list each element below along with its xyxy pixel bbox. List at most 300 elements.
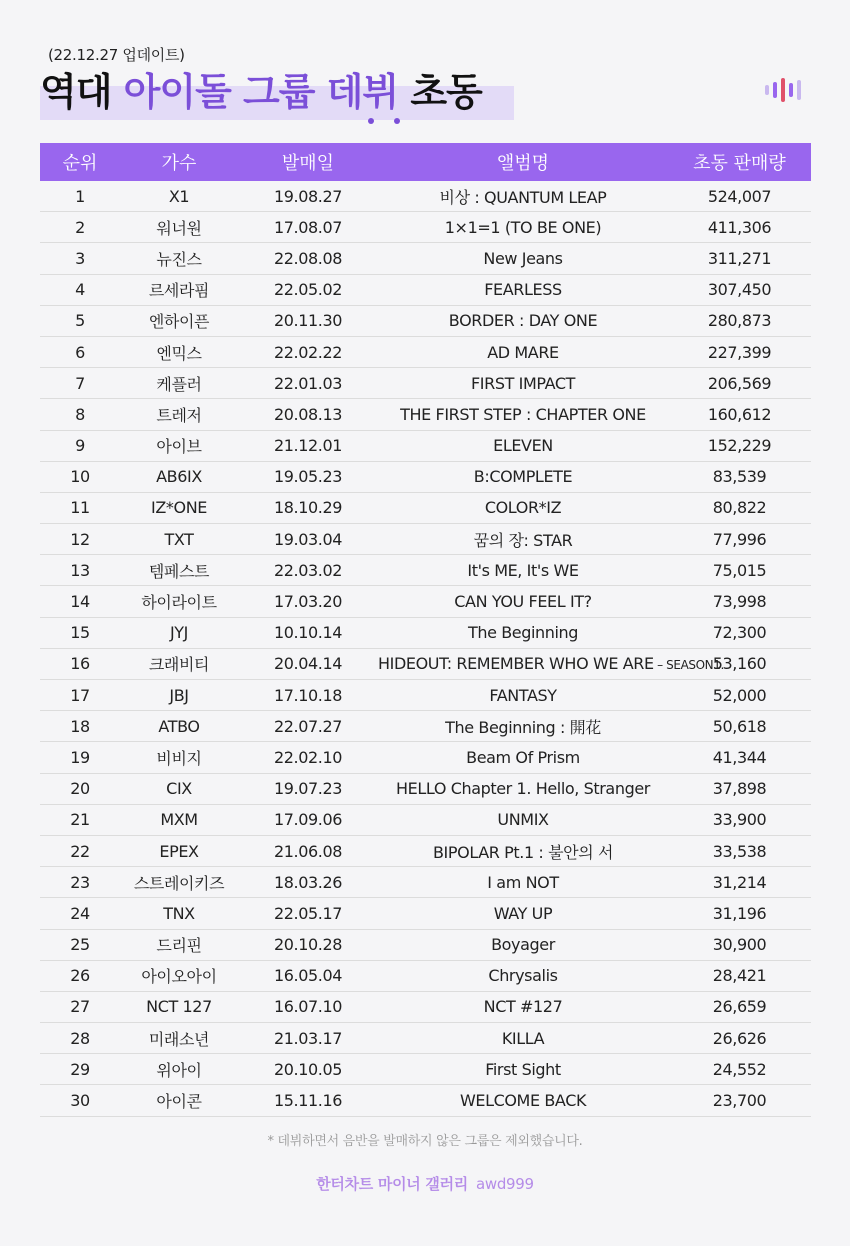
release-date-cell	[238, 748, 378, 767]
sales-cell-text: 26,659	[712, 997, 767, 1017]
artist-cell	[120, 1058, 238, 1081]
sales-cell	[668, 686, 811, 705]
artist-cell-text: 크래비티	[148, 655, 210, 675]
sales-cell-text: 411,306	[707, 217, 772, 237]
artist-cell-text: TXT	[164, 529, 194, 549]
album-cell	[378, 218, 668, 237]
rank-cell-text: 23	[70, 872, 90, 892]
release-date-cell-text: 19.07.23	[273, 779, 343, 799]
artist-cell-text: 미래소년	[148, 1029, 210, 1049]
album-cell-text: WAY UP	[493, 903, 553, 923]
rank-cell	[40, 748, 120, 767]
album-cell-text: FIRST IMPACT	[470, 373, 575, 393]
rank-cell	[40, 467, 120, 486]
table-row	[40, 212, 811, 243]
release-date-cell	[238, 1029, 378, 1048]
rank-cell	[40, 1091, 120, 1110]
release-date-cell-text: 21.03.17	[273, 1028, 343, 1048]
release-date-cell-text: 22.02.10	[273, 747, 343, 767]
table-row	[40, 306, 811, 337]
album-cell	[378, 592, 668, 611]
album-cell	[378, 1060, 668, 1079]
album-cell	[378, 467, 668, 486]
table-row	[40, 649, 811, 680]
table-header	[40, 143, 811, 181]
album-cell	[378, 249, 668, 268]
album-cell-text: 1×1=1 (TO BE ONE)	[444, 217, 602, 237]
rank-cell	[40, 623, 120, 642]
table-row	[40, 774, 811, 805]
release-date-cell	[238, 374, 378, 393]
artist-cell-text: 뉴진스	[156, 249, 202, 269]
artist-cell-text: X1	[168, 186, 190, 206]
table-row	[40, 1023, 811, 1054]
sales-cell	[668, 374, 811, 393]
album-cell-text: The Beginning	[467, 623, 579, 643]
sales-cell-text: 31,196	[712, 903, 767, 923]
rank-cell-text: 8	[75, 404, 85, 424]
release-date-cell	[238, 842, 378, 861]
album-cell	[378, 185, 668, 208]
sales-cell	[668, 997, 811, 1016]
table-row	[40, 337, 811, 368]
artist-cell	[120, 559, 238, 582]
sales-cell-text: 206,569	[707, 373, 772, 393]
rank-cell	[40, 873, 120, 892]
album-cell	[378, 405, 668, 424]
album-cell	[378, 528, 668, 551]
rank-cell	[40, 1029, 120, 1048]
artist-cell-text: 비비지	[156, 748, 202, 768]
col-rank-header: 순위	[62, 153, 98, 174]
rank-cell	[40, 592, 120, 611]
artist-cell-text: MXM	[160, 810, 198, 830]
table-row	[40, 493, 811, 524]
artist-cell-text: 엔믹스	[156, 343, 202, 363]
sales-cell	[668, 249, 811, 268]
sales-cell	[668, 873, 811, 892]
album-cell	[378, 498, 668, 517]
release-date-cell-text: 21.06.08	[273, 841, 343, 861]
artist-cell-text: 위아이	[156, 1060, 202, 1080]
artist-cell	[120, 467, 238, 486]
table-row	[40, 275, 811, 306]
album-cell-text: New Jeans	[483, 248, 563, 268]
album-cell-text: The Beginning : 開花	[445, 717, 601, 737]
artist-cell-text: IZ*ONE	[151, 498, 207, 518]
release-date-cell	[238, 187, 378, 206]
album-suffix-text: – SEASON1.	[653, 658, 724, 673]
artist-cell	[120, 652, 238, 675]
artist-cell-text: 르세라핌	[148, 281, 210, 301]
artist-cell-text: 워너원	[156, 218, 202, 238]
title-text	[40, 62, 520, 122]
album-cell	[378, 374, 668, 393]
rank-cell	[40, 405, 120, 424]
release-date-cell-text: 17.08.07	[273, 217, 343, 237]
rank-cell-text: 5	[75, 311, 85, 331]
album-cell-text: Chrysalis	[488, 966, 558, 986]
rank-cell-text: 26	[70, 966, 90, 986]
artist-cell-text: 템페스트	[148, 561, 210, 581]
sales-cell	[668, 1091, 811, 1110]
release-date-cell	[238, 686, 378, 705]
sales-cell	[668, 280, 811, 299]
sales-cell-text: 75,015	[712, 560, 767, 580]
artist-cell-text: 아이콘	[156, 1092, 202, 1112]
artist-cell	[120, 686, 238, 705]
release-date-cell	[238, 1060, 378, 1079]
release-date-cell-text: 17.10.18	[273, 685, 343, 705]
release-date-cell	[238, 467, 378, 486]
release-date-cell	[238, 966, 378, 985]
artist-cell	[120, 309, 238, 332]
release-date-cell-text: 20.04.14	[273, 654, 343, 674]
table-row	[40, 930, 811, 961]
release-date-cell-text: 20.10.05	[273, 1059, 343, 1079]
release-date-cell-text: 22.03.02	[273, 560, 343, 580]
release-date-cell	[238, 561, 378, 580]
album-cell	[378, 654, 724, 674]
rank-cell-text: 7	[75, 373, 85, 393]
rank-cell-text: 13	[70, 560, 90, 580]
artist-cell-text: NCT 127	[146, 997, 212, 1017]
album-cell-text: AD MARE	[487, 342, 559, 362]
artist-cell	[120, 187, 238, 206]
album-cell-text: CAN YOU FEEL IT?	[454, 592, 592, 612]
artist-cell	[120, 1089, 238, 1112]
album-cell-text: WELCOME BACK	[459, 1091, 587, 1111]
release-date-cell	[238, 810, 378, 829]
rank-cell	[40, 935, 120, 954]
rank-cell	[40, 498, 120, 517]
release-date-cell	[238, 405, 378, 424]
album-cell	[378, 873, 668, 892]
table-row	[40, 898, 811, 929]
sales-cell	[668, 187, 811, 206]
artist-cell	[120, 590, 238, 613]
release-date-cell	[238, 904, 378, 923]
col-artist-header: 가수	[161, 153, 197, 174]
rank-cell	[40, 717, 120, 736]
table-row	[40, 1085, 811, 1116]
table-row	[40, 524, 811, 555]
artist-cell	[120, 810, 238, 829]
album-cell	[378, 311, 668, 330]
rank-cell	[40, 311, 120, 330]
table-row	[40, 680, 811, 711]
album-cell-text: ELEVEN	[493, 436, 553, 456]
sales-cell	[668, 779, 811, 798]
rank-cell-text: 2	[75, 217, 85, 237]
table-row	[40, 711, 811, 742]
release-date-cell-text: 20.10.28	[273, 935, 343, 955]
sales-cell	[668, 218, 811, 237]
release-date-cell-text: 19.08.27	[273, 186, 343, 206]
rank-cell	[40, 842, 120, 861]
release-date-cell-text: 21.12.01	[273, 436, 343, 456]
sales-cell-text: 24,552	[712, 1059, 767, 1079]
album-cell-text: HIDEOUT: REMEMBER WHO WE ARE	[378, 654, 654, 674]
sales-cell-text: 33,900	[712, 810, 767, 830]
sales-cell	[668, 530, 811, 549]
release-date-cell	[238, 779, 378, 798]
rank-cell-text: 6	[75, 342, 85, 362]
title-accent: 아이돌 그룹 데뷔	[123, 70, 399, 114]
album-cell-text: Boyager	[491, 935, 555, 955]
sales-cell	[668, 623, 811, 642]
table-row	[40, 243, 811, 274]
artist-cell	[120, 964, 238, 987]
sales-cell-text: 37,898	[712, 779, 767, 799]
sales-cell-text: 80,822	[712, 498, 767, 518]
artist-cell	[120, 717, 238, 736]
album-cell	[378, 623, 668, 642]
sales-cell	[668, 592, 811, 611]
album-cell-text: First Sight	[485, 1059, 561, 1079]
rank-cell	[40, 436, 120, 455]
rank-cell	[40, 904, 120, 923]
sales-cell-text: 41,344	[712, 747, 767, 767]
sales-cell	[668, 904, 811, 923]
album-cell	[378, 904, 668, 923]
sales-cell-text: 307,450	[707, 280, 772, 300]
sales-cell-text: 31,214	[712, 872, 767, 892]
artist-cell-text: 아이브	[156, 437, 202, 457]
release-date-cell-text: 20.08.13	[273, 404, 343, 424]
col-sales-header: 초동 판매량	[693, 153, 786, 174]
release-date-cell-text: 22.05.17	[273, 903, 343, 923]
rank-cell	[40, 249, 120, 268]
artist-cell	[120, 1027, 238, 1050]
sales-cell	[668, 498, 811, 517]
album-cell-text: FANTASY	[489, 685, 557, 705]
album-cell-text: 꿈의 장: STAR	[473, 530, 573, 550]
rank-cell-text: 15	[70, 623, 90, 643]
rank-cell	[40, 810, 120, 829]
table-row	[40, 368, 811, 399]
release-date-cell	[238, 218, 378, 237]
rank-cell	[40, 654, 120, 673]
album-cell-text: KILLA	[501, 1028, 545, 1048]
credit-name: 한터차트 마이너 갤러리	[316, 1175, 468, 1193]
release-date-cell	[238, 717, 378, 736]
sales-cell-text: 280,873	[707, 311, 772, 331]
artist-cell	[120, 779, 238, 798]
artist-cell	[120, 904, 238, 923]
table-row	[40, 431, 811, 462]
sales-cell-text: 83,539	[712, 467, 767, 487]
release-date-cell	[238, 498, 378, 517]
table-row	[40, 961, 811, 992]
album-cell-text: COLOR*IZ	[484, 498, 562, 518]
table-row	[40, 867, 811, 898]
artist-cell-text: JYJ	[169, 623, 188, 643]
album-cell	[378, 561, 668, 580]
release-date-cell-text: 17.03.20	[273, 592, 343, 612]
table-row	[40, 181, 811, 212]
rank-cell-text: 22	[70, 841, 90, 861]
sales-cell	[668, 405, 811, 424]
artist-cell-text: 케플러	[156, 374, 202, 394]
release-date-cell-text: 18.10.29	[273, 498, 343, 518]
album-cell	[378, 1029, 668, 1048]
sales-cell-text: 28,421	[712, 966, 767, 986]
album-cell-text: It's ME, It's WE	[467, 560, 579, 580]
artist-cell-text: TNX	[163, 903, 195, 923]
sales-cell	[668, 343, 811, 362]
artist-cell-text: EPEX	[159, 841, 199, 861]
release-date-cell	[238, 873, 378, 892]
album-cell	[378, 343, 668, 362]
artist-cell	[120, 247, 238, 270]
release-date-cell	[238, 623, 378, 642]
sales-cell	[668, 810, 811, 829]
rank-cell-text: 14	[70, 592, 90, 612]
sales-cell-text: 50,618	[712, 716, 767, 736]
sales-cell	[668, 966, 811, 985]
artist-cell	[120, 871, 238, 894]
rank-cell-text: 21	[70, 810, 90, 830]
update-date: (22.12.27 업데이트)	[48, 46, 185, 64]
release-date-cell-text: 20.11.30	[273, 311, 343, 331]
sales-cell-text: 72,300	[712, 623, 767, 643]
release-date-cell-text: 17.09.06	[273, 810, 343, 830]
release-date-cell-text: 19.03.04	[273, 529, 343, 549]
album-cell	[378, 280, 668, 299]
rank-cell-text: 11	[70, 498, 90, 518]
album-cell-text: BIPOLAR Pt.1 : 불안의 서	[432, 842, 614, 862]
rank-cell-text: 18	[70, 716, 90, 736]
release-date-cell-text: 16.07.10	[273, 997, 343, 1017]
album-cell	[378, 436, 668, 455]
sales-cell	[668, 654, 811, 673]
credit	[0, 1173, 850, 1194]
artist-cell	[120, 842, 238, 861]
rank-cell-text: 3	[75, 248, 85, 268]
album-cell	[378, 1091, 668, 1110]
release-date-cell	[238, 280, 378, 299]
artist-cell-text: JBJ	[169, 685, 189, 705]
sales-cell-text: 160,612	[707, 404, 772, 424]
album-cell	[378, 748, 668, 767]
rank-cell-text: 4	[75, 280, 85, 300]
album-cell-text: UNMIX	[497, 810, 549, 830]
sales-cell	[668, 1060, 811, 1079]
table-row	[40, 618, 811, 649]
rank-cell-text: 10	[70, 467, 90, 487]
release-date-cell-text: 22.05.02	[273, 280, 343, 300]
artist-cell	[120, 746, 238, 769]
table-row	[40, 805, 811, 836]
release-date-cell-text: 22.08.08	[273, 248, 343, 268]
artist-cell-text: 아이오아이	[141, 967, 217, 987]
rank-cell-text: 19	[70, 747, 90, 767]
rank-cell	[40, 966, 120, 985]
release-date-cell	[238, 530, 378, 549]
release-date-cell-text: 22.07.27	[273, 716, 343, 736]
rank-cell-text: 29	[70, 1059, 90, 1079]
release-date-cell-text: 22.02.22	[273, 342, 343, 362]
release-date-cell-text: 15.11.16	[273, 1091, 343, 1111]
album-cell	[378, 997, 668, 1016]
album-cell-text: HELLO Chapter 1. Hello, Stranger	[396, 779, 650, 799]
album-cell-text: THE FIRST STEP : CHAPTER ONE	[400, 404, 646, 424]
release-date-cell	[238, 592, 378, 611]
album-cell	[378, 935, 668, 954]
rank-cell	[40, 779, 120, 798]
sales-cell	[668, 561, 811, 580]
release-date-cell	[238, 249, 378, 268]
artist-cell	[120, 498, 238, 517]
rank-cell-text: 1	[75, 186, 85, 206]
title-prefix: 역대	[40, 70, 112, 114]
sales-cell-text: 152,229	[707, 436, 772, 456]
rank-cell-text: 9	[75, 436, 85, 456]
album-cell	[378, 779, 668, 798]
album-cell	[378, 686, 668, 705]
credit-id: awd999	[475, 1175, 534, 1193]
release-date-cell	[238, 343, 378, 362]
sales-cell-text: 311,271	[707, 248, 772, 268]
rank-cell	[40, 1060, 120, 1079]
table-body	[40, 181, 811, 1117]
table-row	[40, 586, 811, 617]
rank-cell	[40, 374, 120, 393]
rank-cell	[40, 997, 120, 1016]
col-album-header: 앨범명	[496, 153, 550, 174]
rank-cell	[40, 686, 120, 705]
artist-cell-text: CIX	[166, 779, 192, 799]
artist-cell	[120, 530, 238, 549]
table-row	[40, 462, 811, 493]
rank-cell-text: 30	[70, 1091, 90, 1111]
sales-cell-text: 524,007	[707, 186, 772, 206]
artist-cell	[120, 372, 238, 395]
rank-cell-text: 12	[70, 529, 90, 549]
album-cell-text: NCT #127	[483, 997, 563, 1017]
title-suffix: 초동	[410, 70, 482, 114]
rank-cell-text: 20	[70, 779, 90, 799]
release-date-cell-text: 19.05.23	[273, 467, 343, 487]
release-date-cell	[238, 436, 378, 455]
rank-cell-text: 24	[70, 903, 90, 923]
release-date-cell	[238, 311, 378, 330]
artist-cell	[120, 216, 238, 239]
artist-cell-text: 스트레이키즈	[133, 873, 225, 893]
artist-cell-text: ATBO	[158, 716, 200, 736]
page-title	[40, 62, 520, 122]
artist-cell	[120, 933, 238, 956]
sales-cell-text: 26,626	[712, 1028, 767, 1048]
album-cell-text: FEARLESS	[484, 280, 562, 300]
artist-cell-text: AB6IX	[156, 467, 202, 487]
sales-cell-text: 23,700	[712, 1091, 767, 1111]
release-date-cell	[238, 1091, 378, 1110]
album-cell	[378, 966, 668, 985]
footnote: * 데뷔하면서 음반을 발매하지 않은 그룹은 제외했습니다.	[267, 1134, 583, 1149]
rank-cell-text: 27	[70, 997, 90, 1017]
album-cell-text: B:COMPLETE	[473, 467, 573, 487]
artist-cell	[120, 278, 238, 301]
release-date-cell	[238, 997, 378, 1016]
sales-cell	[668, 436, 811, 455]
sales-cell-text: 30,900	[712, 935, 767, 955]
rank-cell	[40, 218, 120, 237]
table-row	[40, 399, 811, 430]
rank-cell	[40, 530, 120, 549]
sales-cell	[668, 748, 811, 767]
